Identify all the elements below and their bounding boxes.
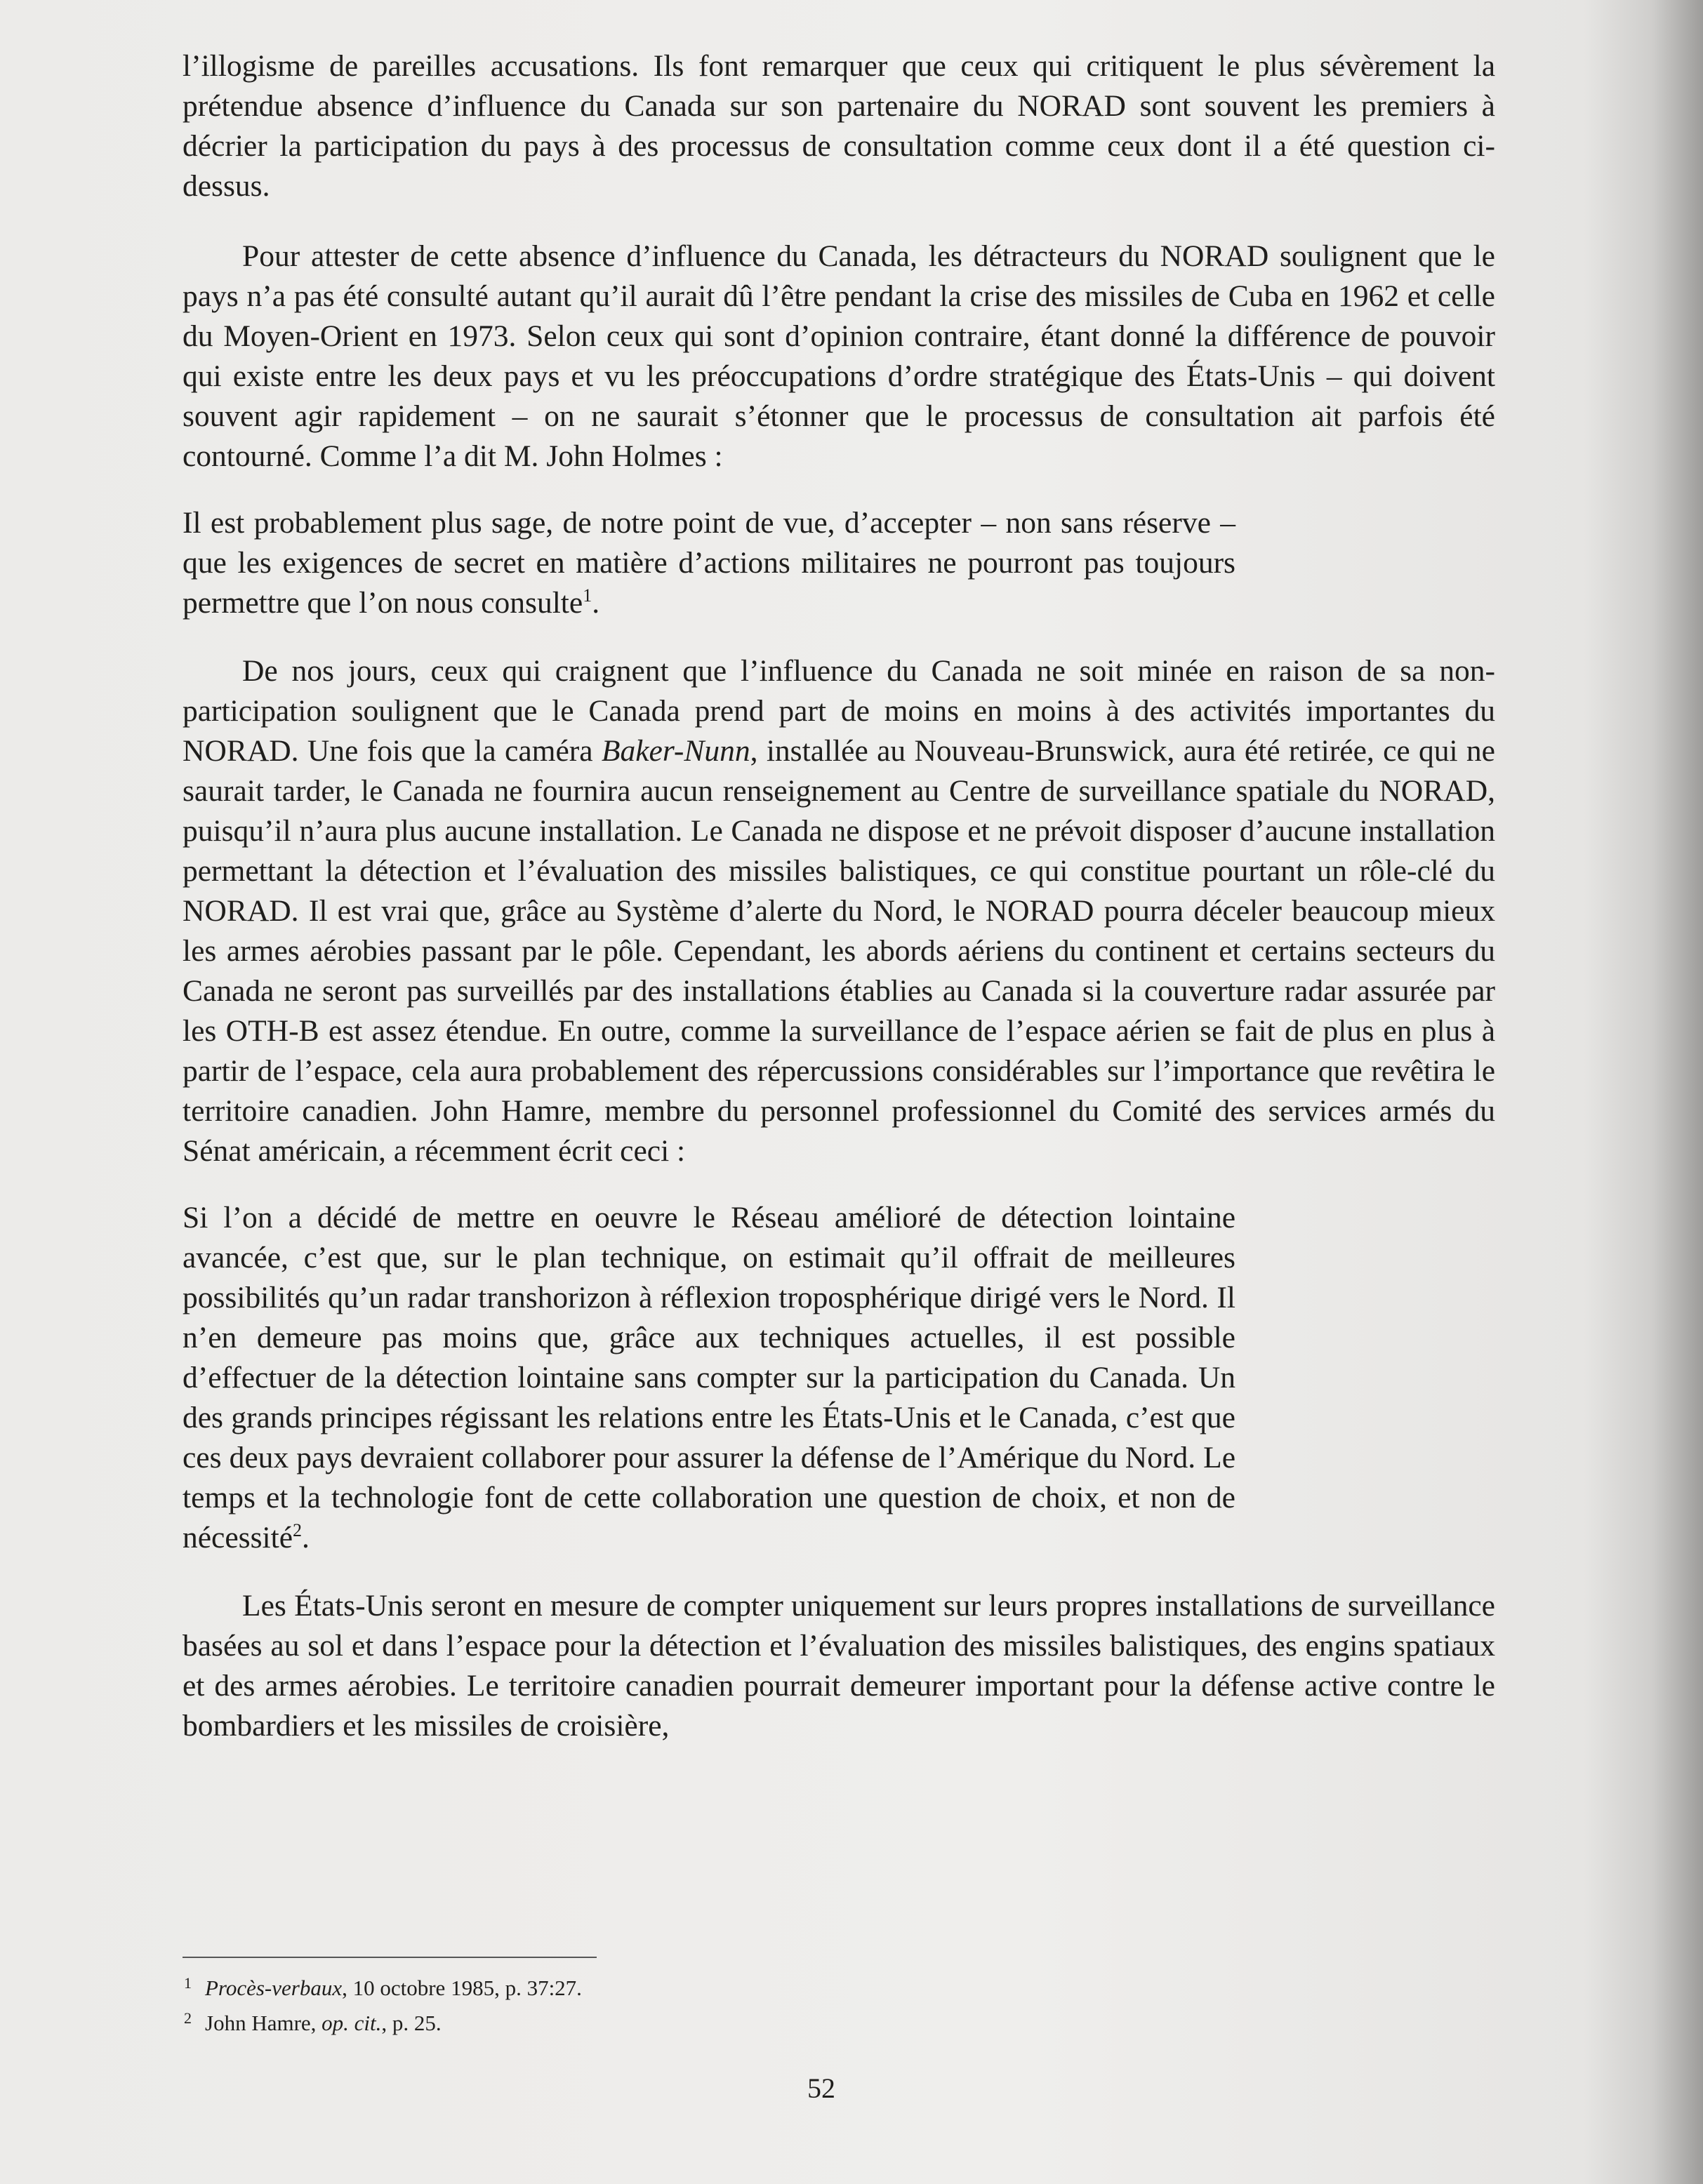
page-number: 52 <box>807 2072 835 2104</box>
quote-holmes-text: Il est probablement plus sage, de notre point de vue, d’accepter – non sans réserve – que les exigences de secret en matière d’actions militaires ne pourront pas toujours permettre que l’on nous consulte <box>183 506 1235 620</box>
footnote-1: 1 Procès-verbaux, 10 octobre 1985, p. 37:27. <box>184 1974 582 2000</box>
paragraph-1: l’illogisme de pareilles accusations. Ils font remarquer que ceux qui critiquent le plus sévèrement la prétendue absence d’influence du Canada sur son partenaire du NORAD sont souvent les premiers à décrier la participation du pays à des processus de consultation comme ceux dont il a été question ci-dessus. <box>183 49 1495 203</box>
paragraph-3 <box>183 651 1495 1171</box>
footnote-2-text: , p. 25. <box>381 2011 442 2035</box>
quote-hamre-end: . <box>302 1521 310 1554</box>
paragraph-3-part-a: De nos jours, ceux qui craignent que l’influence du Canada ne soit minée en raison de sa non-participation soulignent que le Canada prend part de moins en moins à des activités importantes du NORAD. Une fois que la caméra <box>183 654 1495 768</box>
paragraph-2: Pour attester de cette absence d’influence du Canada, les détracteurs du NORAD soulignent que le pays n’a pas été consulté autant qu’il aurait dû l’être pendant la crise des missiles de Cuba en 1962 et celle du Moyen-Orient en 1973. Selon ceux qui sont d’opinion contraire, étant donné la différence de pouvoir qui existe entre les deux pays et vu les préoccupations d’ordre stratégique des États-Unis – qui doivent souvent agir rapidement – on ne saurait s’étonner que le processus de consultation ait parfois été contourné. Comme l’a dit M. John Holmes : <box>183 239 1495 473</box>
block-quote-holmes <box>183 503 1235 623</box>
footnote-2-author: John Hamre, <box>205 2011 322 2035</box>
footnote-2-title: op. cit. <box>322 2011 382 2035</box>
paragraph-4: Les États-Unis seront en mesure de compter uniquement sur leurs propres installations de surveillance basées au sol et dans l’espace pour la détection et l’évaluation des missiles balistiques, des engins spatiaux et des armes aérobies. Le territoire canadien pourrait demeurer important pour la défense active contre le bombardiers et les missiles de croisière, <box>183 1589 1495 1743</box>
footnote-ref-2: 2 <box>293 1520 303 1540</box>
block-quote-hamre <box>183 1198 1235 1558</box>
camera-name: Baker-Nunn <box>601 734 750 768</box>
quote-hamre-text: Si l’on a décidé de mettre en oeuvre le Réseau amélioré de détection lointaine avancée, c’est que, sur le plan technique, on estimait qu’il offrait de meilleures possibilités qu’un radar transhorizon à réflexion troposphérique dirigé vers le Nord. Il n’en demeure pas moins que, grâce aux techniques actuelles, il est possible d’effectuer de la détection lointaine sans compter sur la participation du Canada. Un des grands principes régissant les relations entre les États-Unis et le Canada, c’est que ces deux pays devraient collaborer pour assurer la défense de l’Amérique du Nord. Le temps et la technologie font de cette collaboration une question de choix, et non de nécessité <box>183 1201 1235 1554</box>
body-text <box>183 46 1495 1746</box>
footnote-1-title: Procès-verbaux <box>205 1976 343 2000</box>
footnotes <box>184 1971 1307 2041</box>
paragraph-3-part-b: , installée au Nouveau-Brunswick, aura été retirée, ce qui ne saurait tarder, le Canada ne fournira aucun renseignement au Centre de surveillance spatiale du NORAD, puisqu’il n’aura plus aucune installation. Le Canada ne dispose et ne prévoit disposer d’aucune installation permettant la détection et l’évaluation des missiles balistiques, ce qui constitue pourtant un rôle-clé du NORAD. Il est vrai que, grâce au Système d’alerte du Nord, le NORAD pourra déceler beaucoup mieux les armes aérobies passant par le pôle. Cependant, les abords aériens du continent et certains secteurs du Canada ne seront pas surveillés par des installations établies au Canada si la couverture radar assurée par les OTH-B est assez étendue. En outre, comme la surveillance de l’espace aérien se fait de plus en plus à partir de l’espace, cela aura probablement des répercussions considérables sur l’importance que revêtira le territoire canadien. John Hamre, membre du personnel professionnel du Comité des services armés du Sénat américain, a récemment écrit ceci : <box>183 734 1495 1168</box>
footnote-divider <box>183 1957 597 1958</box>
footnote-ref-1: 1 <box>583 585 592 606</box>
quote-holmes-end: . <box>592 586 600 620</box>
footnote-2: 2 John Hamre, op. cit., p. 25. <box>184 2009 442 2035</box>
footnote-1-text: , 10 octobre 1985, p. 37:27. <box>342 1976 582 2000</box>
